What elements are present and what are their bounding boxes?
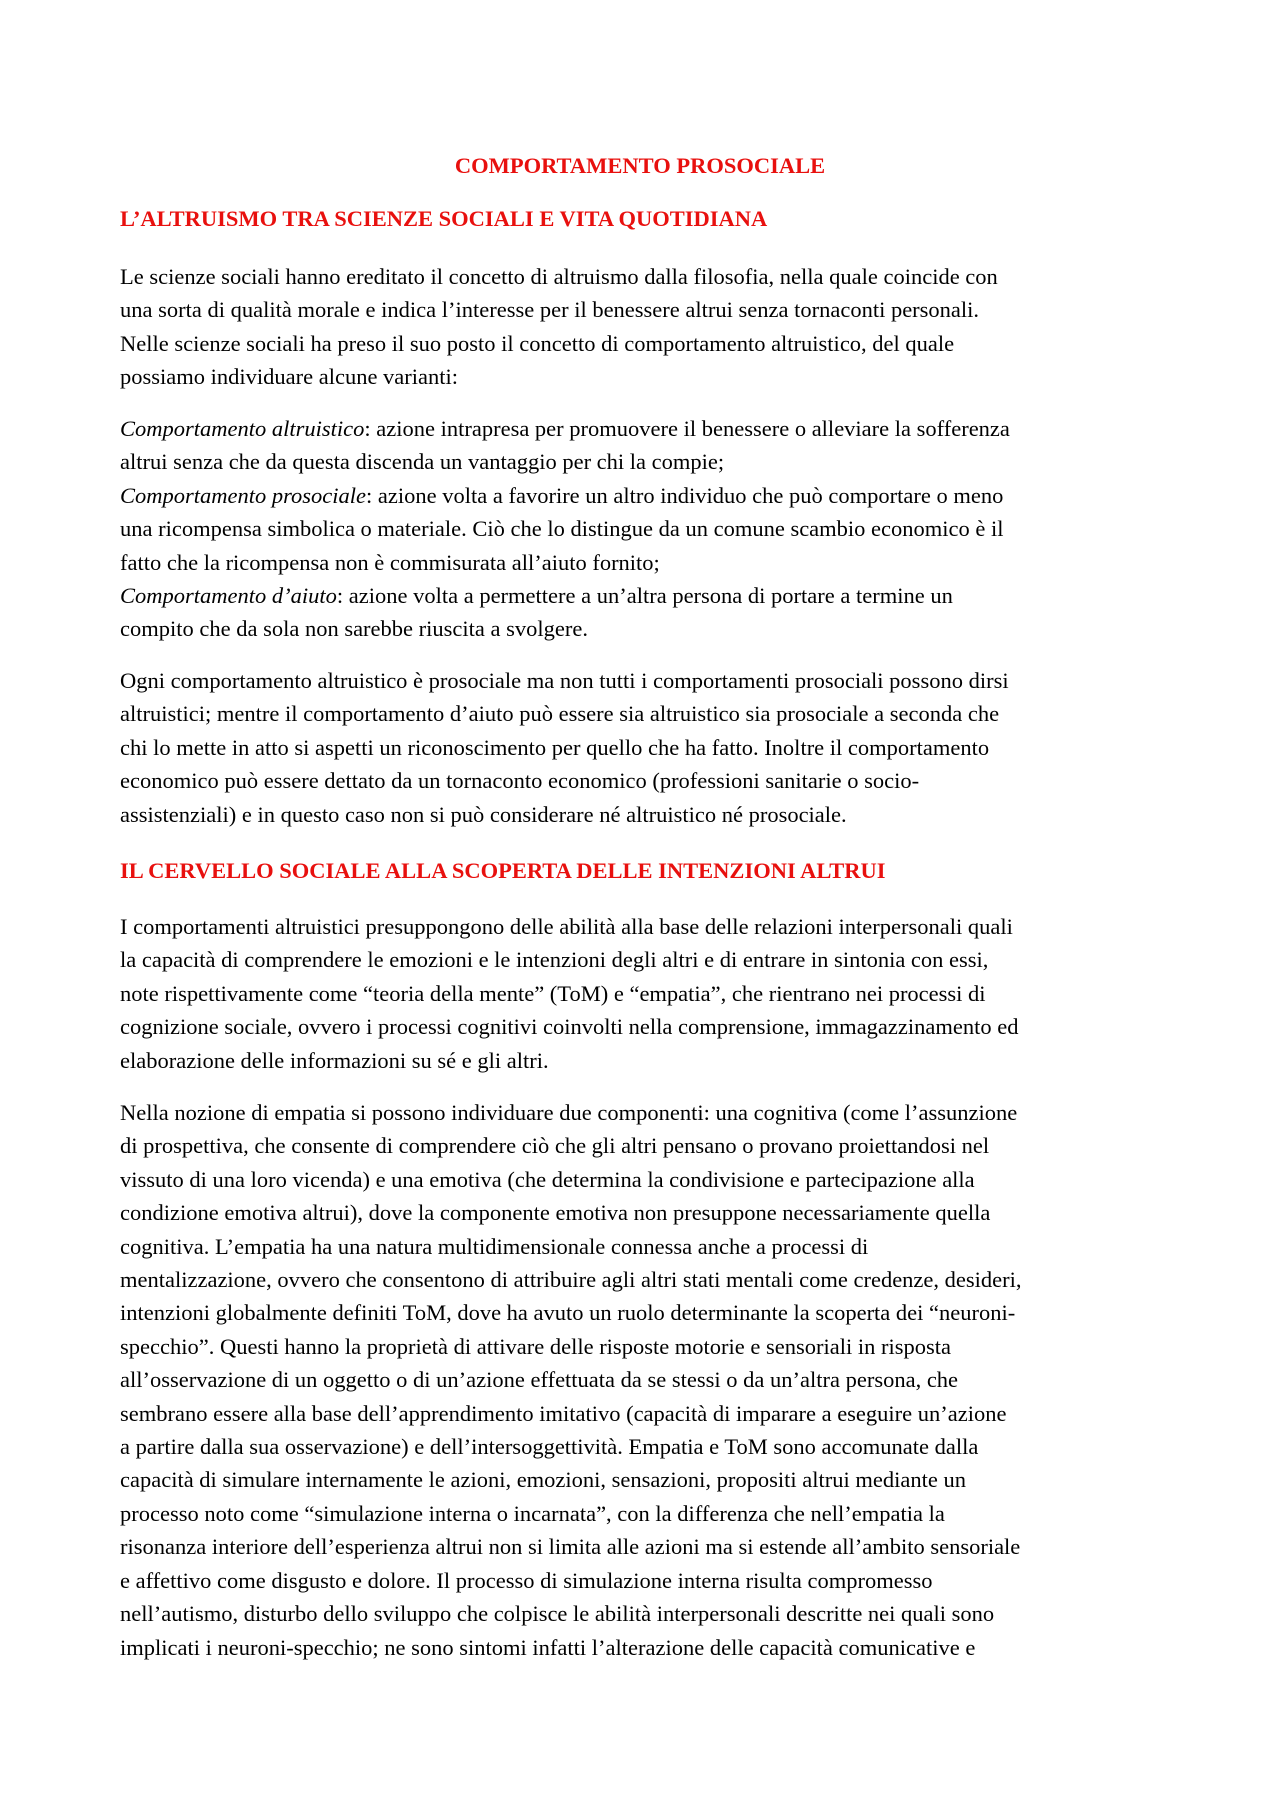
text-line: I comportamenti altruistici presuppongono delle abilità alla base delle relazioni interpersonali quali [120, 914, 1013, 939]
text-line: processo noto come “simulazione interna o incarnata”, con la differenza che nell’empatia la [120, 1500, 945, 1526]
definition-aiuto [120, 579, 1170, 612]
text-line: Nella nozione di empatia si possono individuare due componenti: una cognitiva (come l’assunzione [120, 1100, 1018, 1125]
paragraph-abilita [120, 910, 1170, 1077]
text-line: risonanza interiore dell’esperienza altrui non si limita alle azioni ma si estende all’ambito sensoriale [120, 1534, 1021, 1560]
text-line: altruistici; mentre il comportamento d’aiuto può essere sia altruistico sia prosociale a seconda che [120, 701, 1000, 727]
definition-prosociale [120, 479, 1170, 512]
definition-altruistico [120, 412, 1170, 445]
text-line: capacità di simulare internamente le azioni, emozioni, sensazioni, propositi altrui mediante un [120, 1467, 966, 1493]
text-line: elaborazione delle informazioni su sé e gli altri. [120, 1047, 549, 1073]
definition-text: : azione volta a permettere a un’altra persona di portare a termine un [336, 583, 953, 609]
text-line: implicati i neuroni-specchio; ne sono sintomi infatti l’alterazione delle capacità comunicative e [120, 1634, 976, 1660]
text-line: altrui senza che da questa discenda un vantaggio per chi la compie; [120, 449, 725, 475]
text-line: di prospettiva, che consente di comprendere ciò che gli altri pensano o provano proiettandosi nel [120, 1133, 990, 1159]
section-heading-altruismo: L’ALTRUISMO TRA SCIENZE SOCIALI E VITA QUOTIDIANA [120, 206, 768, 231]
section-heading-cervello-sociale: IL CERVELLO SOCIALE ALLA SCOPERTA DELLE INTENZIONI ALTRUI [120, 858, 886, 883]
text-line: la capacità di comprendere le emozioni e le intenzioni degli altri e di entrare in sintonia con essi, [120, 947, 989, 973]
text-line: chi lo mette in atto si aspetti un riconoscimento per quello che ha fatto. Inoltre il comportamento [120, 734, 990, 760]
definition-term: Comportamento d’aiuto [120, 583, 337, 609]
text-line: una ricompensa simbolica o materiale. Ciò che lo distingue da un comune scambio economico è il [120, 516, 1004, 542]
text-line: compito che da sola non sarebbe riuscita a svolgere. [120, 616, 588, 642]
text-line: condizione emotiva altrui), dove la componente emotiva non presuppone necessariamente quella [120, 1200, 991, 1226]
text-line: all’osservazione di un oggetto o di un’azione effettuata da se stessi o da un’altra persona, che [120, 1367, 959, 1393]
text-line: economico può essere dettato da un tornaconto economico (professioni sanitarie o socio- [120, 768, 920, 794]
text-line: fatto che la ricompensa non è commisurata all’aiuto fornito; [120, 549, 660, 575]
text-line: Nelle scienze sociali ha preso il suo posto il concetto di comportamento altruistico, del quale [120, 330, 955, 356]
text-line: sembrano essere alla base dell’apprendimento imitativo (capacità di imparare a eseguire un’azione [120, 1400, 1007, 1426]
text-line: Le scienze sociali hanno ereditato il concetto di altruismo dalla filosofia, nella quale coincide con [120, 264, 998, 289]
text-line: assistenziali) e in questo caso non si può considerare né altruistico né prosociale. [120, 801, 847, 827]
text-line: mentalizzazione, ovvero che consentono di attribuire agli altri stati mentali come credenze, desideri, [120, 1267, 1022, 1293]
text-line: cognitiva. L’empatia ha una natura multidimensionale connessa anche a processi di [120, 1233, 869, 1259]
text-line: a partire dalla sua osservazione) e dell’intersoggettività. Empatia e ToM sono accomunate dalla [120, 1434, 979, 1460]
text-line: possiamo individuare alcune varianti: [120, 364, 459, 390]
definition-text: : azione intrapresa per promuovere il benessere o alleviare la sofferenza [364, 416, 1010, 441]
paragraph-definitions [120, 412, 1170, 646]
text-line: Ogni comportamento altruistico è prosociale ma non tutti i comportamenti prosociali possono dirsi [120, 668, 1009, 693]
text-line: intenzioni globalmente definiti ToM, dove ha avuto un ruolo determinante la scoperta dei “neuroni- [120, 1300, 1016, 1326]
document-title: COMPORTAMENTO PROSOCIALE [454, 153, 826, 178]
paragraph-intro [120, 260, 1170, 394]
text-line: nell’autismo, disturbo dello sviluppo che colpisce le abilità interpersonali descritte nei quali sono [120, 1601, 995, 1627]
definition-text: : azione volta a favorire un altro individuo che può comportare o meno [366, 482, 1004, 508]
text-line: una sorta di qualità morale e indica l’interesse per il benessere altrui senza tornaconti personali. [120, 297, 980, 323]
text-line: specchio”. Questi hanno la proprietà di attivare delle risposte motorie e sensoriali in risposta [120, 1333, 952, 1359]
text-line: note rispettivamente come “teoria della mente” (ToM) e “empatia”, che rientrano nei processi di [120, 980, 986, 1006]
text-line: e affettivo come disgusto e dolore. Il processo di simulazione interna risulta compromesso [120, 1567, 933, 1593]
text-line: cognizione sociale, ovvero i processi cognitivi coinvolti nella comprensione, immagazzinamento ed [120, 1014, 1019, 1040]
definition-term: Comportamento altruistico [120, 416, 365, 441]
paragraph-closing [120, 664, 1170, 831]
paragraph-empatia [120, 1096, 1170, 1664]
text-line: vissuto di una loro vicenda) e una emotiva (che determina la condivisione e partecipazione alla [120, 1166, 975, 1192]
definition-term: Comportamento prosociale [120, 482, 367, 508]
